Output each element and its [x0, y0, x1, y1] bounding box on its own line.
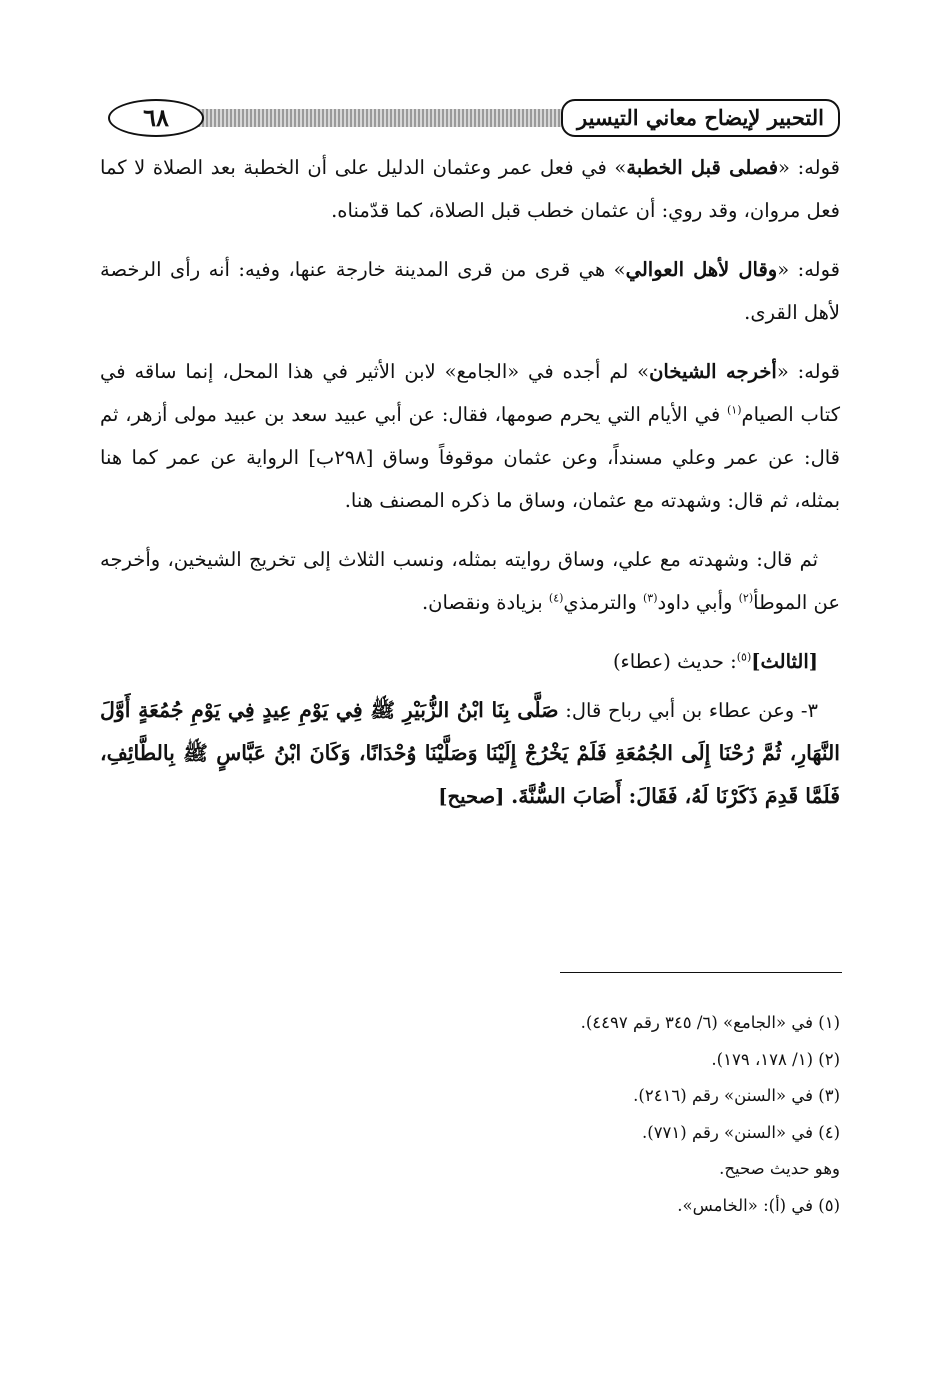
hadith-paragraph: [100, 689, 840, 818]
hadith-grade: [صحيح]: [438, 785, 512, 808]
p4-text-c: والترمذي: [563, 591, 643, 614]
p1-text: » في فعل عمر وعثمان الدليل على أن الخطبة بعد الصلاة لا كما فعل مروان، وقد روي: أن عثمان خطب قبل الصلاة، كما قدّمناه.: [100, 156, 840, 222]
p2-text: » هي قرى من قرى المدينة خارجة عنها، وفيه: أنه رأى الرخصة لأهل القرى.: [100, 258, 840, 324]
p4-text-a: ثم قال: وشهدته مع علي، وساق روايته بمثله، ونسب الثلاث إلى تخريج الشيخين، وأخرجه عن الموطأ: [100, 548, 840, 614]
section-heading: [100, 640, 840, 683]
footnote-ref-5[interactable]: (٥): [736, 650, 752, 664]
paragraph-1: [100, 146, 840, 232]
p3-quoted-phrase: أخرجه الشيخان: [649, 360, 777, 383]
p2-lead: قوله: «: [777, 258, 840, 281]
footnote-3: (٣) في «السنن» رقم (٢٤١٦).: [633, 1086, 840, 1105]
main-text: [100, 146, 840, 834]
footnote-4-note: وهو حديث صحيح.: [719, 1159, 840, 1178]
p4-text-d: بزيادة ونقصان.: [421, 591, 549, 614]
paragraph-2: [100, 248, 840, 334]
footnote-2: (٢) (١/ ١٧٨، ١٧٩).: [711, 1049, 840, 1069]
footnote-4: (٤) في «السنن» رقم (٧٧١).: [642, 1122, 840, 1142]
p1-quoted-phrase: فصلى قبل الخطبة: [626, 156, 779, 179]
hadith-intro: ٣- وعن عطاء بن أبي رباح قال:: [558, 699, 818, 722]
p3-text-a: » لم أجده في «الجامع» لابن الأثير في هذا المحل، إنما ساقه في كتاب الصيام: [100, 360, 840, 426]
footnote-5: (٥) في (أ): «الخامس».: [677, 1195, 840, 1215]
footnotes: [100, 1005, 840, 1224]
footnote-1: (١) في «الجامع» (٦/ ٣٤٥ رقم ٤٤٩٧).: [580, 1013, 840, 1032]
book-title: التحبير لإيضاح معاني التيسير: [561, 99, 840, 137]
paragraph-3: [100, 350, 840, 522]
hadith-text: صَلَّى بِنَا ابْنُ الزُّبَيْرِ ﷺ فِي يَوْمِ عِيدٍ فِي يَوْمِ جُمُعَةٍ أَوَّلَ النَّهَارِ، ثُمَّ رُحْنَا إِلَى الجُمُعَةِ فَلَمْ يَخْرُجْ إِلَيْنَا وَصَلَّيْنَا وُحْدَانًا، وَكَانَ ابْنُ عَبَّاسٍ ﷺ بِالطَّائِفِ، فَلَمَّا قَدِمَ ذَكَرْنَا لَهُ، فَقَالَ: أَصَابَ السُّنَّةَ.: [100, 698, 840, 808]
p2-quoted-phrase: وقال لأهل العوالي: [625, 258, 778, 281]
p1-lead: قوله: «: [778, 156, 840, 179]
p3-text-b: في الأيام التي يحرم صومها، فقال: عن أبي عبيد سعد بن عبيد مولى أزهر، ثم قال: عن عمر وعلي مسنداً، وعن عثمان موقوفاً وساق [٢٩٨ب] الرواية عن عمر كما هنا بمثله، ثم قال: وشهدته مع عثمان، وساق ما ذكره المصنف هنا.: [100, 403, 840, 512]
footnote-ref-4[interactable]: (٤): [548, 591, 564, 605]
section-heading-text: : حديث (عطاء): [612, 650, 737, 673]
section-heading-label: [الثالث]: [751, 650, 818, 673]
page-number: ٦٨: [108, 99, 204, 137]
p4-text-b: وأبي داود: [657, 591, 739, 614]
p3-lead: قوله: «: [776, 360, 840, 383]
running-header: [108, 95, 840, 141]
footnote-separator: [560, 972, 842, 973]
footnote-ref-3[interactable]: (٣): [642, 591, 658, 605]
footnote-ref-1[interactable]: (١): [727, 403, 742, 417]
footnote-ref-2[interactable]: (٢): [738, 591, 754, 605]
paragraph-4: [100, 538, 840, 624]
